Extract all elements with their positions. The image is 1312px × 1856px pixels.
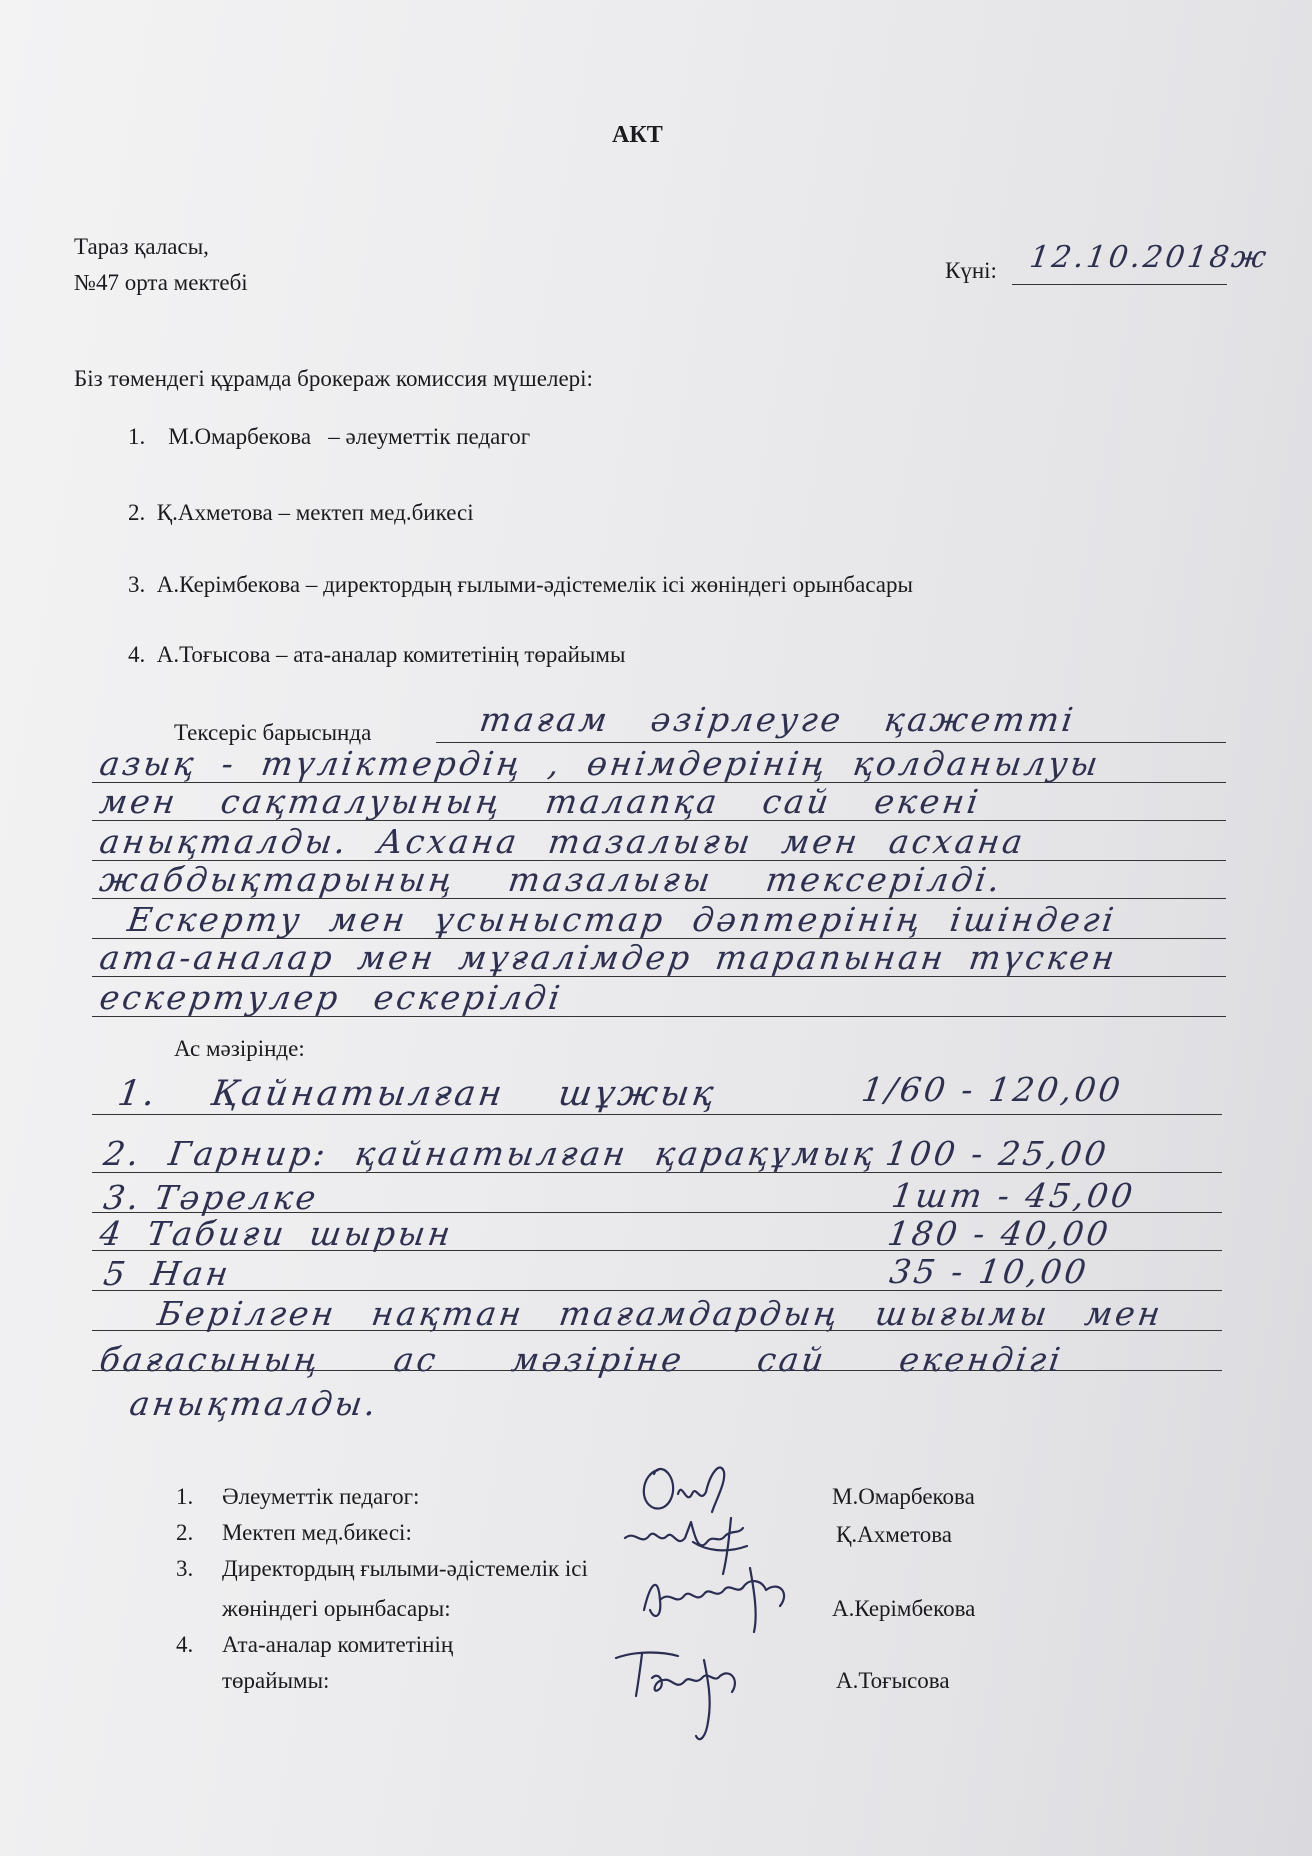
conclusion-line: Берілген нақтан тағамдардың шығымы мен <box>155 1294 1166 1333</box>
date-underline <box>1012 284 1227 285</box>
signature-position: жөніндегі орынбасары: <box>222 1596 451 1621</box>
menu-item-amount: 100 - 25,00 <box>883 1134 1112 1173</box>
member-role: – мектеп мед.бикесі <box>278 500 474 525</box>
member-number: 2. <box>128 500 146 525</box>
menu-item-name: 4 Табиғи шырын <box>97 1214 456 1253</box>
check-text-line: тағам әзірлеуге қажетті <box>477 700 1079 739</box>
signature-number: 1. <box>176 1484 194 1509</box>
member-number: 1. <box>128 424 146 449</box>
signature-name: М.Омарбекова <box>832 1484 975 1509</box>
writing-line <box>436 742 1226 743</box>
document-title: АКТ <box>612 122 663 148</box>
signature-position: төрайымы: <box>222 1668 330 1693</box>
signature-name: А.Тоғысова <box>836 1668 950 1693</box>
signature-position: Ата-аналар комитетінің <box>222 1632 454 1657</box>
check-text-line: ата-аналар мен мұғалімдер тарапынан түскен <box>97 938 1120 977</box>
member-role: – әлеуметтік педагог <box>328 424 531 449</box>
check-text-line: анықталды. Асхана тазалығы мен асхана <box>97 822 1028 861</box>
signature-position: Әлеуметтік педагог: <box>222 1484 420 1509</box>
signature-mark <box>630 1560 810 1640</box>
member-item <box>128 500 474 526</box>
member-name: А.Керімбекова <box>156 572 301 597</box>
school-line: №47 орта мектебі <box>74 270 248 295</box>
signature-position: Директордың ғылыми-әдістемелік ісі <box>222 1556 588 1581</box>
signature-name: Қ.Ахметова <box>836 1522 952 1547</box>
member-name: М.Омарбекова <box>168 424 312 449</box>
member-role: – ата-аналар комитетінің төрайымы <box>276 642 626 667</box>
signature-number: 3. <box>176 1556 194 1581</box>
signature-number: 2. <box>176 1520 194 1545</box>
signature-number: 4. <box>176 1632 194 1657</box>
member-item <box>128 642 625 668</box>
menu-item-amount: 1/60 - 120,00 <box>859 1070 1126 1109</box>
signature-position: Мектеп мед.бикесі: <box>222 1520 412 1545</box>
menu-item-name: 5 Нан <box>101 1254 234 1293</box>
check-text-line: мен сақталуының талапқа сай екені <box>97 782 984 821</box>
menu-label: Ас мәзірінде: <box>174 1036 305 1061</box>
date-value: 12.10.2018ж <box>1027 240 1272 275</box>
intro-text: Біз төмендегі құрамда брокераж комиссия мүшелері: <box>74 366 593 391</box>
check-label: Тексеріс барысында <box>174 720 372 745</box>
city-line: Тараз қаласы, <box>74 234 209 259</box>
menu-item-amount: 35 - 10,00 <box>887 1252 1092 1291</box>
date-label: Күні: <box>945 258 997 283</box>
menu-item-amount: 1шт - 45,00 <box>889 1176 1138 1215</box>
member-name: А.Тоғысова <box>156 642 271 667</box>
signature-mark <box>608 1640 778 1750</box>
conclusion-line: бағасының ас мәзіріне сай екендігі <box>97 1340 1066 1379</box>
menu-item-amount: 180 - 40,00 <box>885 1214 1114 1253</box>
check-text-line: Ескерту мен ұсыныстар дәптерінің ішіндегі <box>125 900 1119 939</box>
check-text-line: ескертулер ескерілді <box>97 978 566 1017</box>
conclusion-line: анықталды. <box>127 1384 382 1423</box>
member-item <box>128 424 530 450</box>
member-number: 3. <box>128 572 146 597</box>
menu-item-name: 1. Қайнатылған шұжық <box>115 1074 720 1114</box>
member-role: – директордың ғылыми-әдістемелік ісі жөніндегі орынбасары <box>305 572 913 597</box>
member-item <box>128 572 913 598</box>
member-name: Қ.Ахметова <box>156 500 273 525</box>
check-text-line: жабдықтарының тазалығы тексерілді. <box>97 860 1006 899</box>
menu-item-name: 3. Тәрелке <box>101 1178 322 1217</box>
writing-line <box>92 1114 1222 1115</box>
menu-item-name: 2. Гарнир: қайнатылған қарақұмық <box>101 1134 879 1173</box>
check-text-line: азық - түліктердің , өнімдерінің қолданылуы <box>97 744 1104 783</box>
member-number: 4. <box>128 642 146 667</box>
signature-name: А.Керімбекова <box>832 1596 976 1621</box>
